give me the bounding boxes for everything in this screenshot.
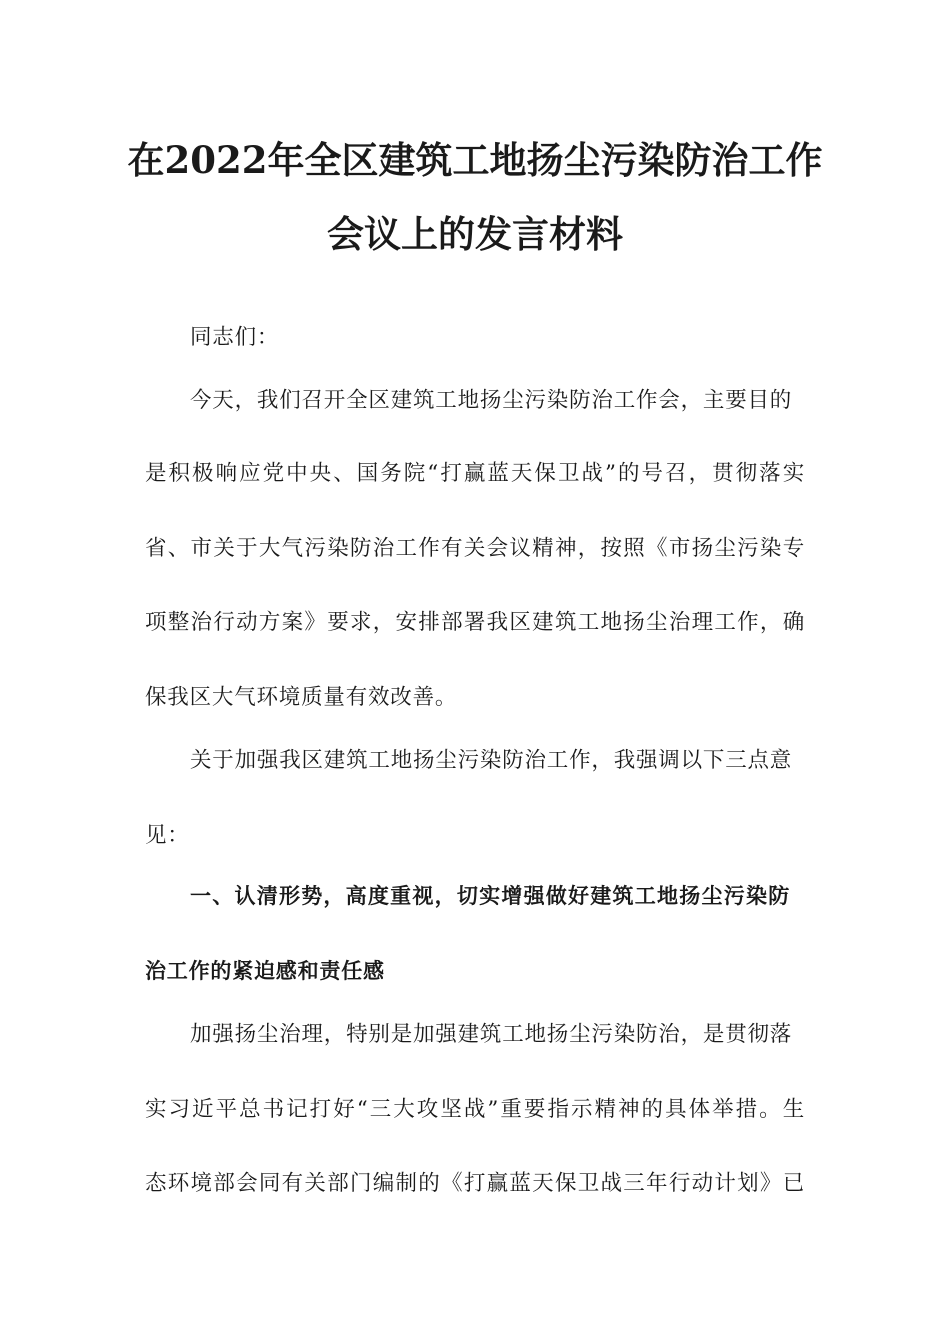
paragraph-1-line: 保我区大气环境质量有效改善。 xyxy=(145,685,458,710)
paragraph-3-line: 态环境部会同有关部门编制的《打赢蓝天保卫战三年行动计划》已 xyxy=(145,1171,805,1196)
paragraph-1-line: 今天，我们召开全区建筑工地扬尘污染防治工作会，主要目的 xyxy=(190,388,793,413)
paragraph-3-line: 实习近平总书记打好“三大攻坚战”重要指示精神的具体举措。生 xyxy=(145,1097,805,1122)
document-title-line-2: 会议上的发言材料 xyxy=(327,212,623,256)
paragraph-2-line: 见： xyxy=(145,823,190,848)
paragraph-3-line: 加强扬尘治理，特别是加强建筑工地扬尘污染防治，是贯彻落 xyxy=(190,1022,793,1047)
section-heading-1-line: 治工作的紧迫感和责任感 xyxy=(145,959,385,983)
document-title-line-1: 在2022年全区建筑工地扬尘污染防治工作 xyxy=(127,138,823,182)
paragraph-1-line: 省、市关于大气污染防治工作有关会议精神，按照《市扬尘污染专 xyxy=(145,536,805,561)
paragraph-1-line: 是积极响应党中央、国务院“打赢蓝天保卫战”的号召，贯彻落实 xyxy=(145,461,805,486)
section-heading-1-line: 一、认清形势，高度重视，切实增强做好建筑工地扬尘污染防 xyxy=(190,884,790,908)
paragraph-2-line: 关于加强我区建筑工地扬尘污染防治工作，我强调以下三点意 xyxy=(190,748,793,773)
salutation: 同志们： xyxy=(190,325,280,350)
paragraph-1-line: 项整治行动方案》要求，安排部署我区建筑工地扬尘治理工作，确 xyxy=(145,610,805,635)
